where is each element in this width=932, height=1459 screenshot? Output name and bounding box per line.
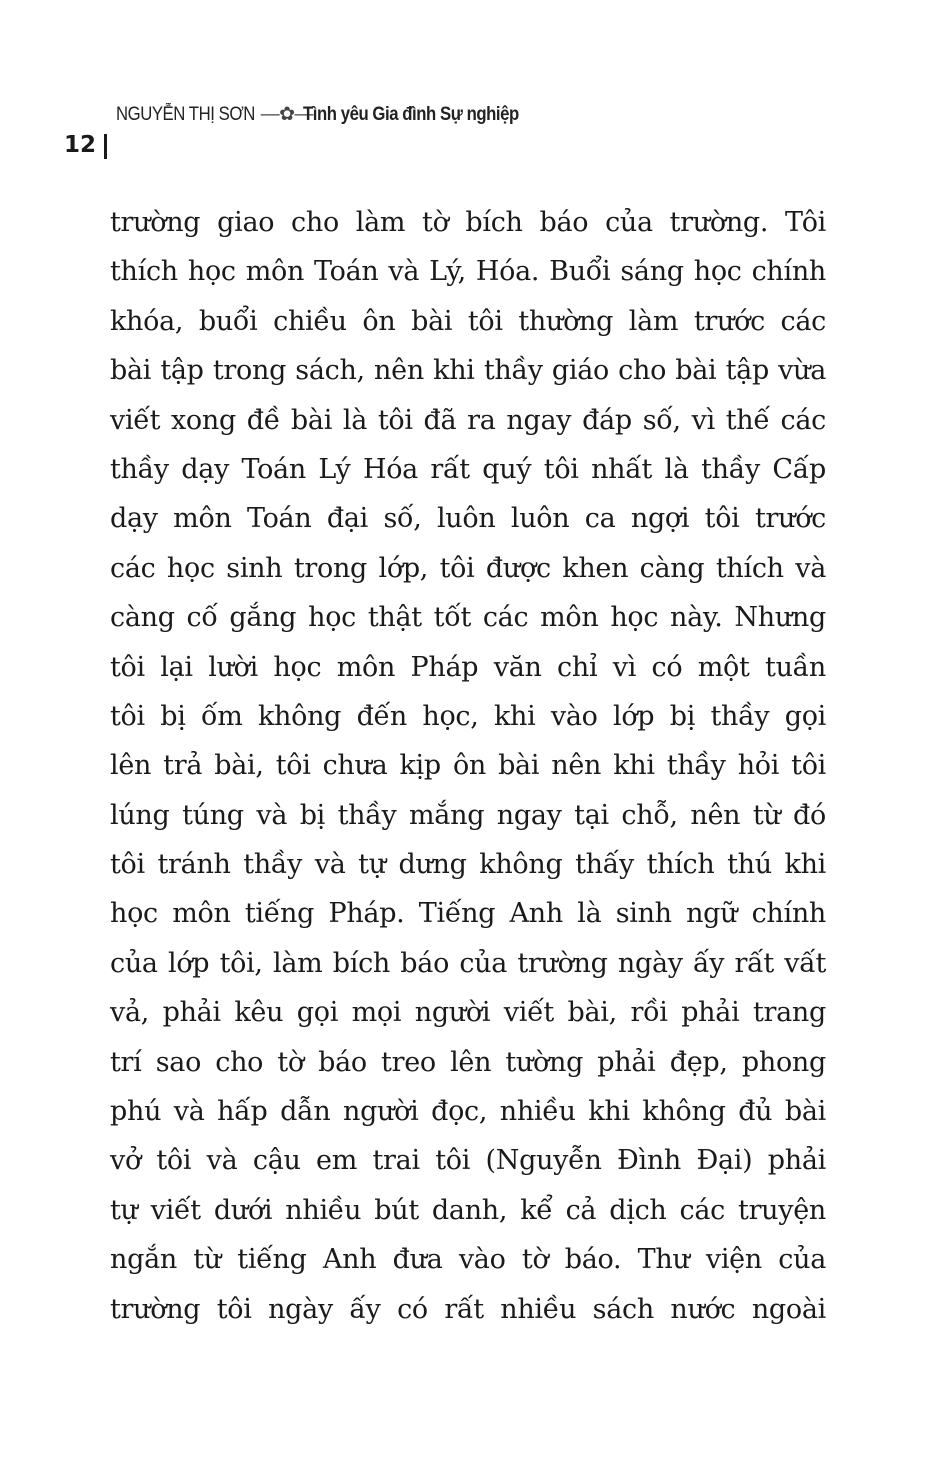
text-line: của lớp tôi, làm bích báo của trường ngày ấy rất vất (110, 947, 826, 979)
text-line: tự viết dưới nhiều bút danh, kể cả dịch các truyện (110, 1194, 826, 1226)
text-line: lên trả bài, tôi chưa kịp ôn bài nên khi thầy hỏi tôi (110, 750, 826, 782)
text-line: tôi bị ốm không đến học, khi vào lớp bị thầy gọi (110, 700, 826, 732)
text-line: càng cố gắng học thật tốt các môn học này. Nhưng (110, 602, 826, 634)
book-title: Tình yêu Gia đình Sự nghiệp (303, 104, 520, 125)
body-text (110, 198, 826, 1334)
text-line: vở tôi và cậu em trai tôi (Nguyễn Đình Đại) phải (110, 1145, 826, 1177)
text-line: tôi lại lười học môn Pháp văn chỉ vì có một tuần (110, 651, 826, 683)
text-line: lúng túng và bị thầy mắng ngay tại chỗ, nên từ đó (110, 799, 826, 831)
text-line: bài tập trong sách, nên khi thầy giáo cho bài tập vừa (110, 355, 826, 387)
text-line: trí sao cho tờ báo treo lên tường phải đẹp, phong (110, 1046, 826, 1078)
text-line: thích học môn Toán và Lý, Hóa. Buổi sáng học chính (110, 256, 826, 288)
page-number-divider (104, 134, 107, 159)
running-header (116, 103, 549, 126)
text-line: ngắn từ tiếng Anh đưa vào tờ báo. Thư viện của (110, 1244, 826, 1276)
author-name: NGUYỄN THỊ SƠN (116, 104, 255, 125)
text-line: phú và hấp dẫn người đọc, nhiều khi không đủ bài (110, 1096, 826, 1128)
text-line: thầy dạy Toán Lý Hóa rất quý tôi nhất là thầy Cấp (110, 453, 826, 485)
text-line: các học sinh trong lớp, tôi được khen càng thích và (110, 552, 826, 584)
text-line: trường tôi ngày ấy có rất nhiều sách nước ngoài (110, 1293, 826, 1325)
ornament-icon: —✿— (260, 104, 313, 125)
text-line: tôi tránh thầy và tự dưng không thấy thích thú khi (110, 849, 826, 881)
text-line: khóa, buổi chiều ôn bài tôi thường làm trước các (110, 305, 826, 337)
page-number: 12 (64, 132, 97, 158)
text-line: vả, phải kêu gọi mọi người viết bài, rồi phải trang (110, 997, 826, 1029)
text-line: học môn tiếng Pháp. Tiếng Anh là sinh ngữ chính (110, 898, 826, 930)
text-line: viết xong đề bài là tôi đã ra ngay đáp số, vì thế các (110, 404, 826, 436)
text-line: trường giao cho làm tờ bích báo của trường. Tôi (110, 207, 826, 238)
text-line: dạy môn Toán đại số, luôn luôn ca ngợi tôi trước (110, 503, 826, 535)
